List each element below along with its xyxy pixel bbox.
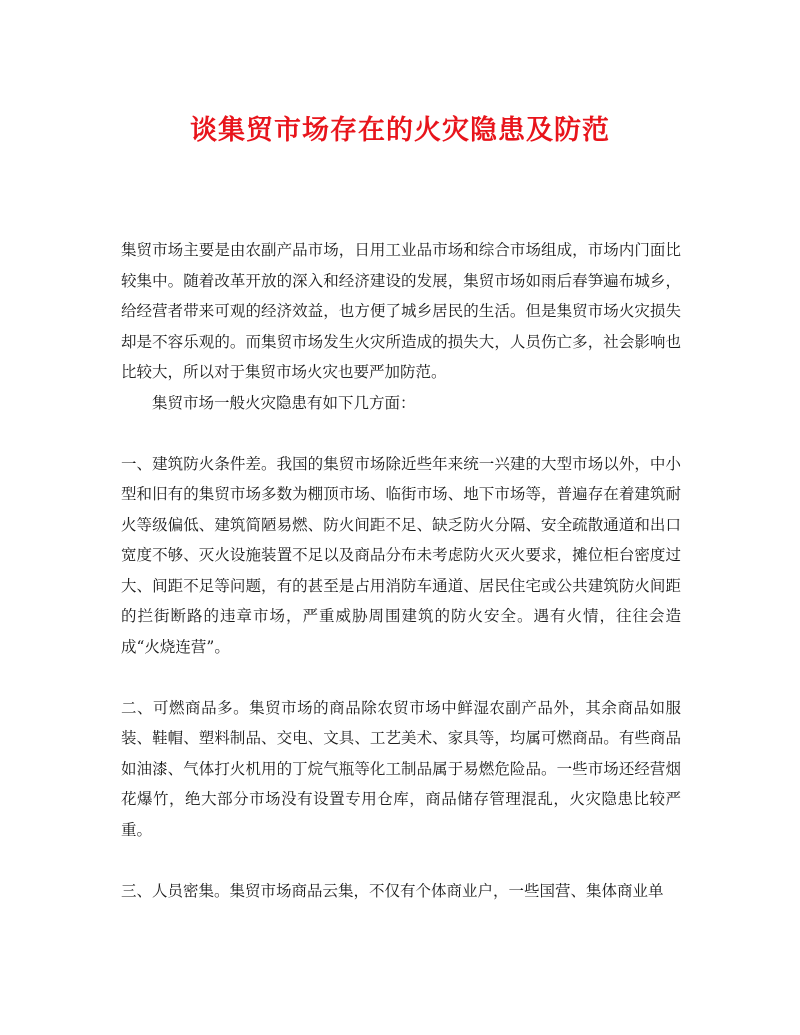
intro-paragraph: 集贸市场主要是由农副产品市场，日用工业品市场和综合市场组成，市场内门面比较集中。随着改革开放的深入和经济建设的发展，集贸市场如雨后春笋遍布城乡，给经营者带来可观的经济效益，也方便了城乡居民的生活。但是集贸市场火灾损失却是不容乐观的。而集贸市场发生火灾所造成的损失大，人员伤亡多，社会影响也比较大，所以对于集贸市场火灾也要严加防范。 [121,241,681,381]
section-1-paragraph: 一、建筑防火条件差。我国的集贸市场除近些年来统一兴建的大型市场以外，中小型和旧有的集贸市场多数为棚顶市场、临街市场、地下市场等，普遍存在着建筑耐火等级偏低、建筑简陋易燃、防火间距不足、缺乏防火分隔、安全疏散通道和出口宽度不够、灭火设施装置不足以及商品分布未考虑防火灭火要求，摊位柜台密度过大、间距不足等问题，有的甚至是占用消防车通道、居民住宅或公共建筑防火间距的拦街断路的违章市场，严重威胁周围建筑的防火安全。遇有火情，往往会造成“火烧连营”。 [121,454,681,656]
document-title: 谈集贸市场存在的火灾隐患及防范 [190,115,610,146]
section-3-paragraph: 三、人员密集。集贸市场商品云集，不仅有个体商业户，一些国营、集体商业单 [121,881,664,900]
section-2-paragraph: 二、可燃商品多。集贸市场的商品除农贸市场中鲜湿农副产品外，其余商品如服装、鞋帽、塑料制品、交电、文具、工艺美术、家具等，均属可燃商品。有些商品如油漆、气体打火机用的丁烷气瓶等化工制品属于易燃危险品。一些市场还经营烟花爆竹，绝大部分市场没有设置专用仓库，商品储存管理混乱，火灾隐患比较严重。 [121,698,681,839]
document-body [121,235,681,906]
hazards-lead-paragraph: 集贸市场一般火灾隐患有如下几方面： [152,393,416,412]
paragraph-spacer [121,418,681,449]
paragraph-spacer [121,845,681,876]
paragraph-spacer [121,662,681,693]
